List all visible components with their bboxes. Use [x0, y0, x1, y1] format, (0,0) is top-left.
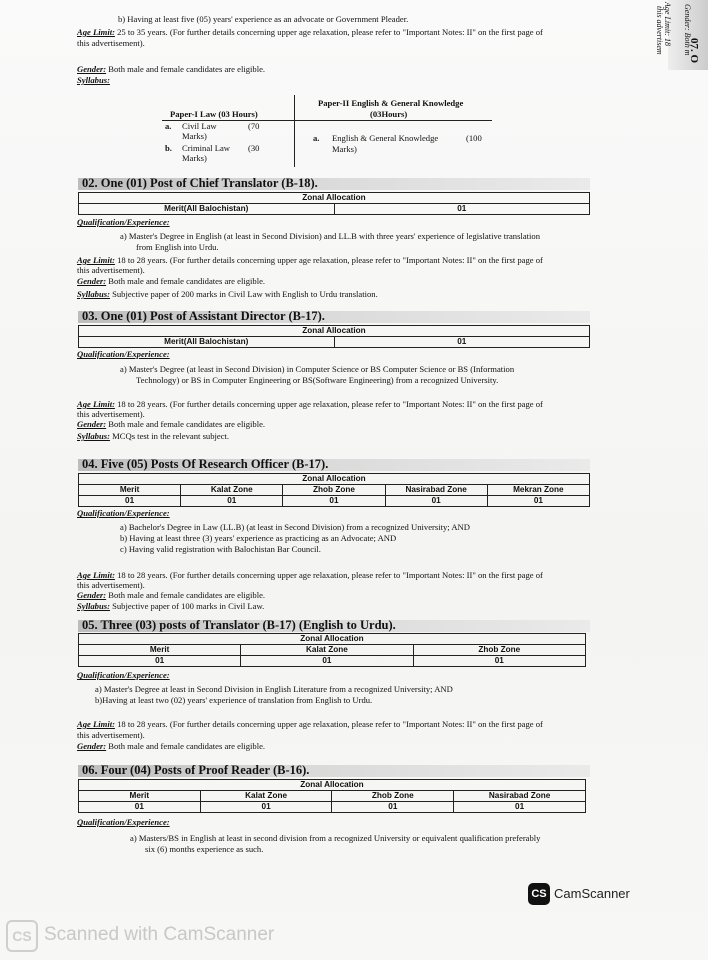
paper-divider-v [294, 95, 295, 167]
val-merit: 01 [79, 496, 181, 507]
watermark-text: Scanned with CamScanner [44, 924, 275, 945]
section-04-age-2: this advertisement). [77, 580, 145, 590]
section-06-heading: 06. Four (04) Posts of Proof Reader (B-16). [82, 763, 310, 777]
section-03-qual-a: a) Master's Degree (at least in Second Division) in Computer Science or BS Computer Science or BS (Information [120, 364, 515, 374]
section-05-qual-b: b)Having at least two (02) years' experience of translation from English to Urdu. [95, 695, 373, 705]
val-kalat-zone: 01 [200, 802, 332, 813]
age-label: Age Limit: [77, 570, 115, 580]
gender-text: Both male and female candidates are eligible. [108, 741, 266, 751]
val-kalat-zone: 01 [241, 656, 413, 667]
section-04-syllabus [77, 601, 264, 612]
section-03-qual-label: Qualification/Experience: [77, 349, 170, 359]
col-merit: Merit [79, 791, 201, 802]
paper2-title-2: (03Hours) [370, 109, 408, 119]
edge-text-3: Gender: Both m [683, 4, 692, 56]
paper1-b-marks2: Marks) [182, 153, 207, 163]
val-nasirabad-zone: 01 [385, 496, 487, 507]
section-03-heading: 03. One (01) Post of Assistant Director (B-17). [82, 309, 325, 323]
edge-number: 07. O [688, 38, 700, 64]
syllabus-label: Syllabus: [77, 601, 110, 611]
col-zhob-zone: Zhob Zone [283, 485, 385, 496]
section-03-age [77, 399, 543, 410]
count-cell: 01 [334, 337, 590, 348]
age-limit-label: Age Limit: [77, 27, 115, 37]
section-04-qual-b: b) Having at least three (3) years' experience as practicing as an Advocate; AND [120, 533, 397, 543]
section-05-age-2: this advertisement). [77, 730, 145, 740]
val-zhob-zone: 01 [332, 802, 454, 813]
zonal-allocation-header: Zonal Allocation [79, 780, 586, 791]
age-text: 18 to 28 years. (For further details concerning upper age relaxation, please refer to "Important Notes: II" on the first page of [117, 255, 543, 265]
camscanner-label: CamScanner [554, 886, 630, 901]
val-zhob-zone: 01 [283, 496, 385, 507]
gender-line [77, 64, 265, 75]
col-nasirabad-zone: Nasirabad Zone [454, 791, 586, 802]
section-02-age-2: this advertisement). [77, 265, 145, 275]
val-zhob-zone: 01 [413, 656, 585, 667]
val-merit: 01 [79, 802, 201, 813]
section-06-qual-label: Qualification/Experience: [77, 817, 170, 827]
section-04-qual-c: c) Having valid registration with Balochistan Bar Council. [120, 544, 321, 554]
section-02-heading: 02. One (01) Post of Chief Translator (B-18). [82, 176, 318, 190]
age-text: 18 to 28 years. (For further details concerning upper age relaxation, please refer to "Important Notes: II" on the first page of [117, 570, 543, 580]
col-merit: Merit [79, 485, 181, 496]
paper1-a-text: Civil Law [182, 121, 217, 131]
age-text: 18 to 28 years. (For further details concerning upper age relaxation, please refer to "Important Notes: II" on the first page of [117, 399, 543, 409]
section-05-age [77, 719, 543, 730]
paper1-title: Paper-I Law (03 Hours) [170, 109, 258, 119]
section-03-qual-a-2: Technology) or BS in Computer Engineering or BS(Software Engineering) from a recognized University. [136, 375, 499, 385]
age-label: Age Limit: [77, 399, 115, 409]
watermark-cs-icon: CS [6, 920, 38, 952]
val-merit: 01 [79, 656, 241, 667]
syllabus-label-text: Syllabus: [77, 75, 110, 85]
age-limit-line [77, 27, 577, 38]
val-nasirabad-zone: 01 [454, 802, 586, 813]
section-04-gender [77, 590, 265, 601]
count-cell: 01 [334, 204, 590, 215]
gender-text: Both male and female candidates are eligible. [108, 276, 266, 286]
edge-text-1: Age Limit: 18 [663, 2, 672, 46]
zonal-allocation-header: Zonal Allocation [79, 193, 590, 204]
section-05-qual-a: a) Master's Degree at least in Second Division in English Literature from a recognized University; AND [95, 684, 453, 694]
paper1-a-num: a. [165, 121, 172, 131]
section-03-syllabus [77, 431, 229, 442]
gender-label: Gender: [77, 590, 107, 600]
paper2-a-marks: (100 [466, 133, 482, 143]
gender-text: Both male and female candidates are eligible. [108, 64, 266, 74]
paper2-a-num: a. [313, 133, 320, 143]
merit-cell: Merit(All Balochistan) [79, 204, 335, 215]
merit-cell: Merit(All Balochistan) [79, 337, 335, 348]
section-06-qual-a-2: six (6) months experience as such. [145, 844, 264, 854]
section-03-age-2: this advertisement). [77, 409, 145, 419]
gender-label: Gender: [77, 64, 107, 74]
col-kalat-zone: Kalat Zone [241, 645, 413, 656]
syllabus-text: Subjective paper of 100 marks in Civil Law. [112, 601, 265, 611]
col-zhob-zone: Zhob Zone [332, 791, 454, 802]
section-05-qual-label: Qualification/Experience: [77, 670, 170, 680]
syllabus-label: Syllabus: [77, 289, 110, 299]
section-04-zonal-table [78, 473, 590, 507]
section-04-heading: 04. Five (05) Posts Of Research Officer (B-17). [82, 457, 329, 471]
section-02-qual-a-2: from English into Urdu. [136, 242, 219, 252]
paper1-b-marks: (30 [248, 143, 260, 153]
col-mekran-zone: Mekran Zone [487, 485, 589, 496]
section-02-qual-a: a) Master's Degree in English (at least in Second Division) and LL.B with three years' experience of legislative translation [120, 231, 541, 241]
col-kalat-zone: Kalat Zone [181, 485, 283, 496]
section-05-heading: 05. Three (03) posts of Translator (B-17) (English to Urdu). [82, 618, 396, 632]
zonal-allocation-header: Zonal Allocation [79, 474, 590, 485]
paper2-a-text: English & General Knowledge [332, 133, 439, 143]
syllabus-text: MCQs test in the relevant subject. [112, 431, 230, 441]
gender-text: Both male and female candidates are eligible. [108, 419, 266, 429]
section-02-gender [77, 276, 265, 287]
section-06-qual-a: a) Masters/BS in English at least in second division from a recognized University or equivalent qualification preferably [130, 833, 541, 843]
zonal-allocation-header: Zonal Allocation [79, 326, 590, 337]
col-zhob-zone: Zhob Zone [413, 645, 585, 656]
paper2-title: Paper-II English & General Knowledge [318, 98, 464, 108]
paper1-a-marks: (70 [248, 121, 260, 131]
section-02-qual-label: Qualification/Experience: [77, 217, 170, 227]
zonal-allocation-header: Zonal Allocation [79, 634, 586, 645]
section-06-zonal-table [78, 779, 586, 813]
age-limit-text: 25 to 35 years. (For further details concerning upper age relaxation, please refer to "Important Notes: II" on the first page of [117, 27, 543, 37]
prev-item-b: b) Having at least five (05) years' experience as an advocate or Government Pleader. [118, 14, 409, 24]
gender-label: Gender: [77, 276, 107, 286]
section-04-age [77, 570, 543, 581]
camscanner-logo-icon: CS [528, 883, 550, 905]
section-03-gender [77, 419, 265, 430]
syllabus-text: Subjective paper of 200 marks in Civil Law with English to Urdu translation. [112, 289, 378, 299]
section-04-qual-a: a) Bachelor's Degree in Law (LL.B) (at least in Second Division) from a recognized University; AND [120, 522, 470, 532]
gender-label: Gender: [77, 419, 107, 429]
section-03-zonal-table [78, 325, 590, 348]
gender-text: Both male and female candidates are eligible. [108, 590, 266, 600]
paper1-b-text: Criminal Law [182, 143, 230, 153]
col-merit: Merit [79, 645, 241, 656]
section-02-syllabus [77, 289, 378, 300]
section-05-gender [77, 741, 265, 752]
col-nasirabad-zone: Nasirabad Zone [385, 485, 487, 496]
paper2-a-marks2: Marks) [332, 144, 357, 154]
syllabus-label [77, 75, 110, 86]
col-kalat-zone: Kalat Zone [200, 791, 332, 802]
section-04-qual-label: Qualification/Experience: [77, 508, 170, 518]
paper1-a-marks2: Marks) [182, 131, 207, 141]
syllabus-label: Syllabus: [77, 431, 110, 441]
age-label: Age Limit: [77, 255, 115, 265]
age-limit-text-2: this advertisement). [77, 38, 145, 48]
section-05-zonal-table [78, 633, 586, 667]
paper1-b-num: b. [165, 143, 172, 153]
age-label: Age Limit: [77, 719, 115, 729]
age-text: 18 to 28 years. (For further details concerning upper age relaxation, please refer to "Important Notes: II" on the first page of [117, 719, 543, 729]
section-02-age [77, 255, 543, 266]
val-kalat-zone: 01 [181, 496, 283, 507]
gender-label: Gender: [77, 741, 107, 751]
val-mekran-zone: 01 [487, 496, 589, 507]
section-02-zonal-table [78, 192, 590, 215]
edge-text-2: this advertisem [655, 6, 664, 55]
